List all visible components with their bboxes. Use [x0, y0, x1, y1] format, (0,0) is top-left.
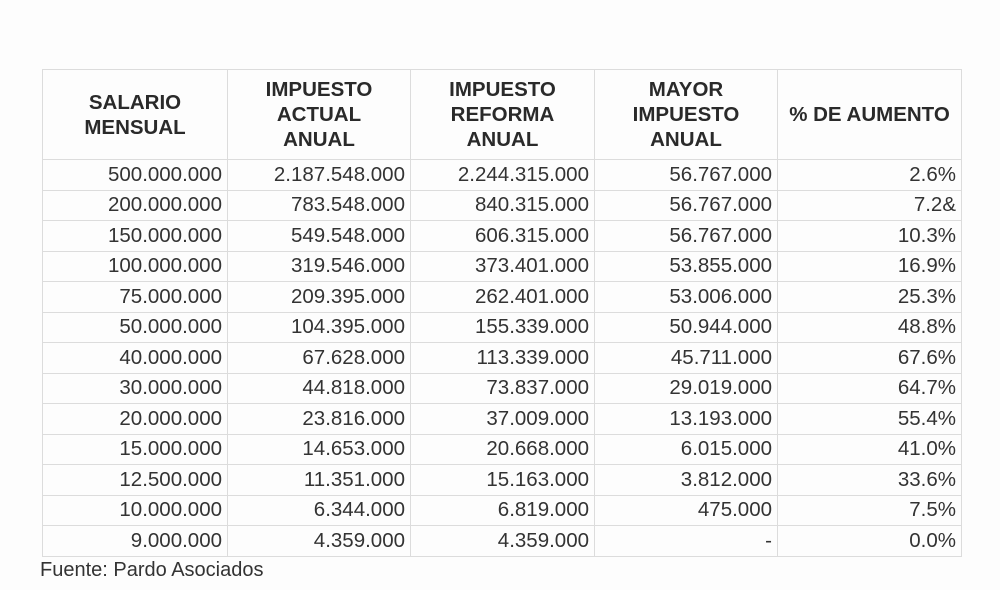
- cell-impuesto-reforma: 15.163.000: [411, 465, 595, 496]
- cell-mayor-impuesto: 475.000: [595, 495, 778, 526]
- header-impuesto-actual-anual: [228, 70, 411, 160]
- cell-aumento: 0.0%: [778, 526, 962, 557]
- cell-mayor-impuesto: 53.855.000: [595, 251, 778, 282]
- cell-impuesto-actual: 6.344.000: [228, 495, 411, 526]
- cell-aumento: 7.5%: [778, 495, 962, 526]
- table-row: [43, 251, 962, 282]
- cell-mayor-impuesto: 29.019.000: [595, 373, 778, 404]
- cell-impuesto-reforma: 840.315.000: [411, 190, 595, 221]
- cell-salario: 20.000.000: [43, 404, 228, 435]
- cell-mayor-impuesto: 13.193.000: [595, 404, 778, 435]
- cell-aumento: 10.3%: [778, 221, 962, 252]
- header-line: ANUAL: [283, 128, 355, 151]
- cell-impuesto-actual: 4.359.000: [228, 526, 411, 557]
- header-line: IMPUESTO: [265, 78, 373, 101]
- cell-impuesto-actual: 23.816.000: [228, 404, 411, 435]
- cell-impuesto-reforma: 2.244.315.000: [411, 160, 595, 191]
- header-line: ANUAL: [466, 128, 539, 151]
- table-header-row: [43, 70, 962, 160]
- cell-salario: 40.000.000: [43, 343, 228, 374]
- source-note: Fuente: Pardo Asociados: [40, 559, 264, 581]
- cell-aumento: 16.9%: [778, 251, 962, 282]
- table-row: [43, 465, 962, 496]
- cell-mayor-impuesto: 3.812.000: [595, 465, 778, 496]
- header-line: MAYOR: [648, 78, 724, 101]
- cell-aumento: 7.2&: [778, 190, 962, 221]
- header-line: REFORMA: [450, 103, 555, 126]
- header-impuesto-reforma-anual: [411, 70, 595, 160]
- cell-salario: 150.000.000: [43, 221, 228, 252]
- cell-impuesto-actual: 2.187.548.000: [228, 160, 411, 191]
- cell-salario: 10.000.000: [43, 495, 228, 526]
- table-row: [43, 373, 962, 404]
- cell-aumento: 55.4%: [778, 404, 962, 435]
- cell-impuesto-actual: 209.395.000: [228, 282, 411, 313]
- table-row: [43, 434, 962, 465]
- cell-salario: 12.500.000: [43, 465, 228, 496]
- cell-salario: 100.000.000: [43, 251, 228, 282]
- cell-aumento: 48.8%: [778, 312, 962, 343]
- cell-impuesto-reforma: 113.339.000: [411, 343, 595, 374]
- cell-impuesto-reforma: 155.339.000: [411, 312, 595, 343]
- cell-impuesto-actual: 104.395.000: [228, 312, 411, 343]
- cell-mayor-impuesto: 53.006.000: [595, 282, 778, 313]
- cell-salario: 15.000.000: [43, 434, 228, 465]
- header-line: ACTUAL: [276, 103, 362, 126]
- cell-salario: 9.000.000: [43, 526, 228, 557]
- cell-impuesto-actual: 783.548.000: [228, 190, 411, 221]
- table-row: [43, 495, 962, 526]
- header-salario-mensual: [43, 70, 228, 160]
- cell-impuesto-actual: 67.628.000: [228, 343, 411, 374]
- table-row: [43, 160, 962, 191]
- cell-impuesto-reforma: 606.315.000: [411, 221, 595, 252]
- cell-aumento: 2.6%: [778, 160, 962, 191]
- cell-impuesto-reforma: 262.401.000: [411, 282, 595, 313]
- cell-impuesto-reforma: 373.401.000: [411, 251, 595, 282]
- cell-mayor-impuesto: 50.944.000: [595, 312, 778, 343]
- table-row: [43, 282, 962, 313]
- cell-impuesto-reforma: 4.359.000: [411, 526, 595, 557]
- cell-impuesto-actual: 319.546.000: [228, 251, 411, 282]
- cell-aumento: 41.0%: [778, 434, 962, 465]
- cell-salario: 30.000.000: [43, 373, 228, 404]
- cell-aumento: 25.3%: [778, 282, 962, 313]
- table-row: [43, 526, 962, 557]
- cell-salario: 75.000.000: [43, 282, 228, 313]
- cell-mayor-impuesto: 6.015.000: [595, 434, 778, 465]
- cell-salario: 200.000.000: [43, 190, 228, 221]
- header-line: SALARIO: [88, 90, 182, 114]
- cell-mayor-impuesto: 45.711.000: [595, 343, 778, 374]
- header-porcentaje-aumento: [778, 70, 962, 160]
- cell-impuesto-reforma: 73.837.000: [411, 373, 595, 404]
- cell-impuesto-actual: 14.653.000: [228, 434, 411, 465]
- table-row: [43, 221, 962, 252]
- cell-mayor-impuesto: 56.767.000: [595, 160, 778, 191]
- cell-impuesto-reforma: 20.668.000: [411, 434, 595, 465]
- cell-impuesto-reforma: 6.819.000: [411, 495, 595, 526]
- header-line: MENSUAL: [84, 115, 186, 139]
- header-line: IMPUESTO: [449, 78, 556, 101]
- cell-salario: 500.000.000: [43, 160, 228, 191]
- cell-impuesto-reforma: 37.009.000: [411, 404, 595, 435]
- cell-aumento: 33.6%: [778, 465, 962, 496]
- cell-impuesto-actual: 44.818.000: [228, 373, 411, 404]
- header-line: % DE AUMENTO: [789, 103, 950, 126]
- table-row: [43, 312, 962, 343]
- header-line: ANUAL: [650, 128, 722, 151]
- tax-comparison-table: [42, 69, 962, 557]
- cell-impuesto-actual: 549.548.000: [228, 221, 411, 252]
- cell-aumento: 64.7%: [778, 373, 962, 404]
- cell-impuesto-actual: 11.351.000: [228, 465, 411, 496]
- cell-mayor-impuesto: 56.767.000: [595, 221, 778, 252]
- table-row: [43, 190, 962, 221]
- cell-mayor-impuesto: -: [595, 526, 778, 557]
- cell-salario: 50.000.000: [43, 312, 228, 343]
- table-row: [43, 404, 962, 435]
- cell-aumento: 67.6%: [778, 343, 962, 374]
- table-row: [43, 343, 962, 374]
- header-line: IMPUESTO: [632, 103, 740, 126]
- table-body: [43, 160, 962, 557]
- header-mayor-impuesto-anual: [595, 70, 778, 160]
- cell-mayor-impuesto: 56.767.000: [595, 190, 778, 221]
